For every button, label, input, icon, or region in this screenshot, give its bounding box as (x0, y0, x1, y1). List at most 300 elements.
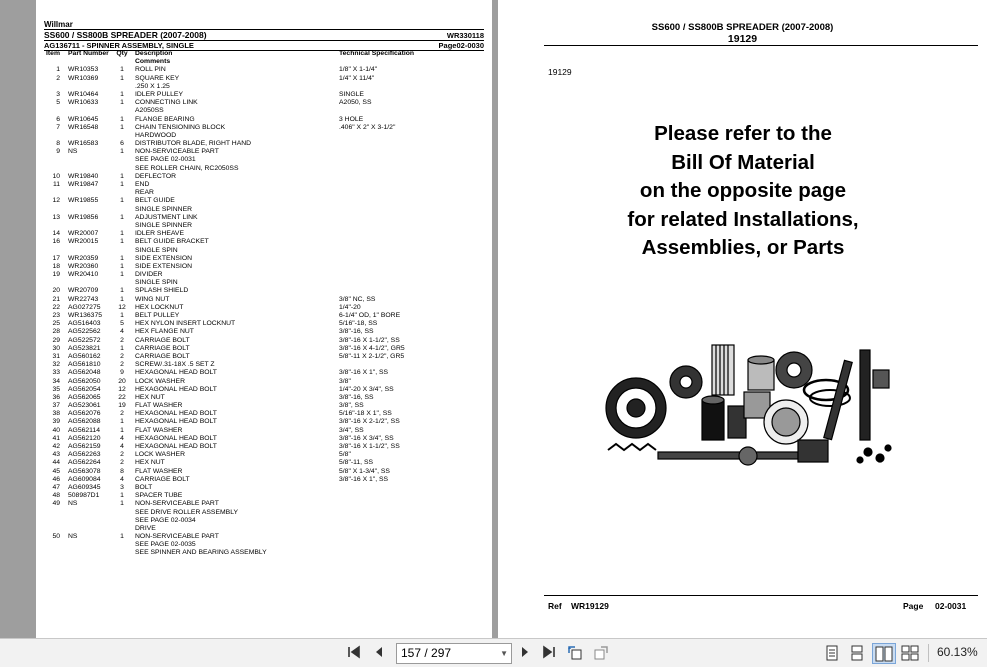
cell-quantity: 1 (120, 271, 124, 279)
table-row (44, 247, 484, 255)
cell-item-number: 18 (52, 262, 60, 270)
cell-technical-spec: 5/16"-18 X 1", SS (339, 410, 392, 418)
cell-item-number: 41 (52, 434, 60, 442)
table-row (44, 279, 484, 287)
cell-part-number: WR20410 (68, 271, 99, 279)
right-page-title: SS600 / SS800B SPREADER (2007-2008) (651, 22, 834, 33)
cell-part-number: AG562054 (68, 385, 101, 393)
cell-quantity: 1 (120, 238, 124, 246)
table-row (44, 140, 484, 148)
cell-quantity: 20 (118, 377, 126, 385)
cell-quantity: 2 (120, 361, 124, 369)
table-row (44, 230, 484, 238)
table-row (44, 312, 484, 320)
cell-quantity: 3 (120, 483, 124, 491)
cell-technical-spec: 1/4"-20 (339, 303, 361, 311)
cell-part-number: AG609345 (68, 483, 101, 491)
table-row (44, 238, 484, 246)
table-row (44, 509, 484, 517)
cell-description: SIDE EXTENSION (135, 262, 193, 270)
cell-technical-spec: 3/8"-16 X 1-1/2", SS (339, 443, 400, 450)
cell-description: SPACER TUBE (135, 492, 183, 500)
notice-line: Assemblies, or Parts (641, 236, 845, 259)
cell-quantity: 1 (120, 181, 124, 188)
cell-item-number: 5 (56, 99, 60, 107)
table-row (44, 107, 484, 115)
cell-item-number: 43 (52, 451, 60, 459)
cell-part-number: AG562088 (68, 418, 101, 426)
table-row (44, 517, 484, 525)
notice-line: Bill Of Material (671, 150, 815, 174)
footer-rule (544, 595, 978, 596)
cell-technical-spec: 3/8"-16, SS (339, 328, 374, 336)
cell-description: HEXAGONAL HEAD BOLT (135, 369, 217, 377)
table-row (44, 361, 484, 369)
cell-item-number: 3 (56, 90, 60, 98)
table-row (44, 165, 484, 173)
cell-part-number: AG563078 (68, 467, 101, 475)
cell-description: WING NUT (135, 295, 170, 303)
table-row (44, 66, 484, 74)
cell-description: SPLASH SHIELD (135, 287, 189, 295)
cell-description: HARDWOOD (135, 131, 177, 139)
cell-technical-spec: 1/4"-20 X 3/4", SS (339, 385, 394, 393)
cell-item-number: 7 (56, 123, 60, 131)
cell-part-number: WR10369 (68, 74, 99, 82)
cell-description: SEE SPINNER AND BEARING ASSEMBLY (135, 549, 267, 557)
table-row (44, 181, 484, 189)
table-row (44, 500, 484, 508)
viewer-toolbar (0, 638, 987, 667)
cell-part-number: AG562263 (68, 451, 101, 459)
cell-quantity: 2 (120, 451, 124, 459)
cell-item-number: 34 (52, 377, 60, 385)
cell-quantity: 2 (120, 336, 124, 344)
cell-description: LOCK WASHER (135, 377, 185, 385)
cell-part-number: AG522562 (68, 328, 101, 336)
cell-quantity: 4 (120, 475, 124, 483)
cell-description: CARRIAGE BOLT (135, 336, 190, 344)
table-row (44, 255, 484, 263)
cell-part-number: WR16548 (68, 123, 99, 131)
cell-description: ADJUSTMENT LINK (135, 213, 198, 221)
cell-quantity: 1 (120, 533, 124, 541)
header-rule (544, 45, 978, 46)
cell-quantity: 1 (120, 492, 124, 500)
rotate-forward-icon[interactable] (592, 645, 610, 661)
cell-technical-spec: 5/8"-11 X 2-1/2", GR5 (339, 352, 405, 360)
cell-quantity: 19 (118, 402, 126, 410)
cell-description: CONNECTING LINK (135, 99, 198, 107)
cell-part-number: WR10645 (68, 115, 99, 123)
cell-technical-spec: A2050, SS (339, 99, 372, 107)
table-row (44, 533, 484, 541)
brand-name: Willmar (44, 20, 73, 29)
cell-quantity: 1 (120, 500, 124, 508)
column-header-part-number: Part Number (68, 50, 109, 57)
table-row (44, 468, 484, 476)
page-left (36, 0, 492, 638)
cell-item-number: 23 (52, 312, 60, 319)
reference-number: 19129 (548, 67, 572, 77)
table-row (44, 337, 484, 345)
cell-quantity: 2 (120, 459, 124, 467)
table-body (44, 66, 484, 557)
cell-item-number: 16 (52, 238, 60, 246)
cell-item-number: 39 (52, 418, 60, 426)
cell-item-number: 29 (52, 336, 60, 344)
cell-item-number: 8 (56, 140, 60, 148)
cell-item-number: 14 (52, 230, 60, 238)
column-header-item: Item (46, 50, 60, 57)
cell-part-number: WR19840 (68, 172, 99, 180)
cell-quantity: 12 (118, 385, 126, 393)
cell-item-number: 48 (52, 492, 60, 500)
table-row (44, 369, 484, 377)
page-ref: Page02-0030 (438, 41, 484, 50)
cell-part-number: WR136375 (68, 312, 103, 319)
cell-item-number: 11 (52, 181, 60, 188)
cell-description: BELT GUIDE BRACKET (135, 238, 209, 246)
cell-description: SEE ROLLER CHAIN, RC2050SS (135, 164, 239, 172)
column-header-description: Description (135, 50, 173, 57)
table-row (44, 296, 484, 304)
cell-technical-spec: 3 HOLE (339, 115, 364, 123)
right-page-subtitle: 19129 (727, 33, 758, 45)
cell-item-number: 22 (52, 303, 60, 311)
table-row (44, 197, 484, 205)
cell-item-number: 20 (52, 287, 60, 295)
table-row (44, 435, 484, 443)
table-row (44, 320, 484, 328)
cell-part-number: AG562050 (68, 377, 101, 385)
cell-part-number: AG562048 (68, 369, 101, 377)
column-header-spec: Technical Specification (339, 50, 415, 57)
cell-part-number: AG562120 (68, 434, 101, 442)
table-row (44, 271, 484, 279)
table-row (44, 328, 484, 336)
cell-part-number: WR20360 (68, 262, 99, 270)
cell-description: NON-SERVICEABLE PART (135, 148, 219, 156)
cell-technical-spec: 6-1/4" OD, 1" BORE (339, 312, 401, 319)
cell-technical-spec: SINGLE (339, 90, 364, 98)
table-row (44, 148, 484, 156)
cell-quantity: 1 (120, 197, 124, 205)
cell-quantity: 5 (120, 320, 124, 328)
cell-quantity: 1 (120, 312, 124, 319)
cell-item-number: 12 (52, 197, 60, 205)
cell-item-number: 44 (52, 459, 60, 467)
cell-description: DRIVE (135, 524, 156, 532)
cell-description: NON-SERVICEABLE PART (135, 533, 219, 541)
cell-quantity: 1 (120, 99, 124, 107)
cell-quantity: 1 (120, 262, 124, 270)
cell-quantity: 4 (120, 443, 124, 450)
cell-description: HEX FLANGE NUT (135, 328, 194, 336)
cell-description: SIDE EXTENSION (135, 254, 193, 262)
cell-item-number: 25 (52, 320, 60, 328)
table-row (44, 222, 484, 230)
cell-quantity: 1 (120, 418, 124, 426)
cell-quantity: 1 (120, 426, 124, 434)
cell-description: SEE PAGE 02-0035 (135, 541, 196, 549)
cell-part-number: NS (68, 533, 78, 541)
chevron-down-icon[interactable]: ▼ (500, 649, 508, 658)
cell-item-number: 6 (56, 115, 60, 123)
table-row (44, 418, 484, 426)
table-row (44, 378, 484, 386)
cell-description: HEXAGONAL HEAD BOLT (135, 434, 217, 442)
table-row (44, 287, 484, 295)
table-row (44, 386, 484, 394)
cell-description: BOLT (135, 483, 153, 491)
table-row (44, 116, 484, 124)
cell-part-number: AG562065 (68, 393, 101, 401)
refer-notice (598, 120, 888, 263)
cell-description: SINGLE SPIN (135, 279, 178, 287)
cell-part-number: 508987D1 (68, 492, 100, 500)
cell-part-number: WR22743 (68, 295, 99, 303)
cell-item-number: 33 (52, 369, 60, 377)
cell-description: SQUARE KEY (135, 74, 180, 82)
table-header-comments (44, 58, 484, 66)
cell-quantity: 6 (120, 140, 124, 148)
cell-description: CHAIN TENSIONING BLOCK (135, 123, 226, 131)
cell-part-number: WR19855 (68, 197, 99, 205)
table-row (44, 402, 484, 410)
table-row (44, 75, 484, 83)
cell-description: DISTRIBUTOR BLADE, RIGHT HAND (135, 140, 252, 148)
cell-part-number: AG561810 (68, 361, 101, 369)
cell-quantity: 1 (120, 66, 124, 74)
cell-description: IDLER SHEAVE (135, 230, 184, 238)
continuous-view-icon[interactable] (849, 645, 865, 661)
last-page-icon[interactable] (540, 645, 558, 661)
cell-description: HEX NUT (135, 459, 165, 467)
table-row (44, 132, 484, 140)
cell-item-number: 35 (52, 385, 60, 393)
cell-part-number: NS (68, 148, 78, 156)
cell-item-number: 49 (52, 500, 60, 508)
first-page-icon[interactable] (345, 645, 363, 661)
notice-line: on the opposite page (639, 179, 847, 202)
table-row (44, 206, 484, 214)
cell-description: SEE PAGE 02-0031 (135, 156, 196, 164)
page-number-input[interactable] (396, 643, 512, 664)
cell-description: BELT GUIDE (135, 197, 175, 205)
cell-item-number: 31 (52, 352, 60, 360)
cell-part-number: WR20007 (68, 230, 99, 238)
table-row (44, 214, 484, 222)
cell-part-number: WR19847 (68, 181, 99, 188)
assembly-title: AG136711 - SPINNER ASSEMBLY, SINGLE (44, 41, 194, 50)
cell-part-number: AG523821 (68, 344, 101, 352)
cell-part-number: AG522572 (68, 336, 101, 344)
cell-part-number: WR20359 (68, 254, 99, 262)
cell-description: FLAT WASHER (135, 426, 183, 434)
cell-item-number: 46 (52, 475, 60, 483)
page-right (498, 0, 987, 638)
table-row (44, 484, 484, 492)
cell-description: CARRIAGE BOLT (135, 344, 190, 352)
column-header-comments: Comments (135, 58, 171, 66)
cell-quantity: 9 (120, 369, 124, 377)
cell-item-number: 1 (56, 66, 60, 74)
cell-item-number: 10 (52, 172, 60, 180)
table-header (44, 50, 484, 58)
cell-description: HEXAGONAL HEAD BOLT (135, 410, 217, 418)
cell-description: IDLER PULLEY (135, 90, 183, 98)
cell-description: HEXAGONAL HEAD BOLT (135, 443, 217, 450)
table-row (44, 525, 484, 533)
table-row (44, 427, 484, 435)
cell-technical-spec: 5/8" X 1-3/4", SS (339, 467, 390, 475)
previous-page-icon[interactable] (370, 645, 388, 661)
cell-description: SCREW/.31-18X .5 SET Z (135, 361, 215, 369)
two-page-view-icon[interactable] (872, 643, 896, 664)
table-row (44, 451, 484, 459)
table-row (44, 549, 484, 557)
cell-part-number: AG562114 (68, 426, 100, 434)
table-row (44, 394, 484, 402)
cell-description: ROLL PIN (135, 66, 166, 74)
cell-technical-spec: 3/8"-16 X 1-1/2", SS (339, 336, 400, 344)
cell-part-number: WR10464 (68, 90, 99, 98)
table-row (44, 459, 484, 467)
cell-part-number: WR10353 (68, 66, 99, 74)
cell-item-number: 2 (56, 74, 60, 82)
cell-quantity: 22 (118, 393, 126, 401)
cell-quantity: 2 (120, 410, 124, 418)
cell-technical-spec: 3/8"-16 X 3/4", SS (339, 434, 394, 442)
footer-ref-value: WR19129 (571, 601, 609, 611)
cell-technical-spec: 3/8", SS (339, 402, 364, 410)
table-row (44, 173, 484, 181)
cell-item-number: 50 (52, 533, 60, 541)
cell-part-number: AG516403 (68, 320, 101, 328)
two-page-continuous-icon[interactable] (900, 645, 920, 661)
cell-item-number: 45 (52, 467, 60, 475)
cell-item-number: 40 (52, 426, 60, 434)
parts-illustration (598, 340, 898, 490)
cell-part-number: WR10633 (68, 99, 99, 107)
cell-item-number: 38 (52, 410, 60, 418)
table-row (44, 124, 484, 132)
rotate-back-icon[interactable] (566, 645, 584, 661)
page-indicator: 157 / 297 (401, 646, 452, 660)
cell-technical-spec: .406" X 2" X 3-1/2" (339, 123, 396, 131)
cell-description: FLAT WASHER (135, 402, 183, 410)
next-page-icon[interactable] (516, 645, 534, 661)
table-row (44, 353, 484, 361)
table-row (44, 99, 484, 107)
cell-item-number: 32 (52, 361, 60, 369)
table-row (44, 443, 484, 451)
cell-part-number: AG027275 (68, 303, 101, 311)
cell-description: FLANGE BEARING (135, 115, 195, 123)
cell-item-number: 13 (52, 213, 60, 221)
cell-description: SINGLE SPINNER (135, 221, 193, 229)
cell-description: BELT PULLEY (135, 312, 180, 319)
cell-item-number: 30 (52, 344, 60, 352)
cell-quantity: 12 (118, 303, 126, 311)
cell-item-number: 19 (52, 271, 60, 279)
cell-part-number: WR20709 (68, 287, 99, 295)
table-row (44, 541, 484, 549)
cell-part-number: AG562076 (68, 410, 101, 418)
table-row (44, 304, 484, 312)
cell-description: SEE PAGE 02-0034 (135, 516, 196, 524)
table-row (44, 156, 484, 164)
cell-quantity: 1 (120, 295, 124, 303)
cell-quantity: 1 (120, 344, 124, 352)
cell-part-number: AG609084 (68, 475, 101, 483)
cell-item-number: 42 (52, 443, 60, 450)
cell-quantity: 1 (120, 254, 124, 262)
doc-number: WR330118 (446, 31, 484, 40)
cell-technical-spec: 5/8" (339, 451, 351, 459)
cell-quantity: 1 (120, 172, 124, 180)
cell-quantity: 1 (120, 230, 124, 238)
notice-line: Please refer to the (654, 122, 832, 145)
zoom-level[interactable]: 60.13% (937, 645, 978, 659)
cell-quantity: 4 (120, 434, 124, 442)
bill-of-material-table (44, 50, 484, 558)
cell-description: HEXAGONAL HEAD BOLT (135, 385, 217, 393)
cell-description: LOCK WASHER (135, 451, 185, 459)
table-row (44, 492, 484, 500)
cell-description: NON-SERVICEABLE PART (135, 500, 219, 508)
cell-description: END (135, 181, 150, 188)
cell-technical-spec: 3/8" (339, 377, 351, 385)
toolbar-divider (928, 644, 929, 662)
cell-technical-spec: 3/8"-16 X 2-1/2", SS (339, 418, 400, 426)
cell-item-number: 9 (56, 148, 60, 156)
cell-part-number: WR20015 (68, 238, 99, 246)
table-row (44, 91, 484, 99)
cell-item-number: 47 (52, 483, 60, 491)
cell-part-number: NS (68, 500, 78, 508)
model-title: SS600 / SS800B SPREADER (2007-2008) (44, 30, 207, 40)
cell-technical-spec: 1/8" X 1-1/4" (339, 66, 378, 74)
cell-quantity: 4 (120, 328, 124, 336)
cell-part-number: AG562159 (68, 443, 101, 450)
footer-page-label: Page (903, 601, 924, 611)
cell-technical-spec: 3/8"-16, SS (339, 393, 374, 401)
cell-technical-spec: 3/8" NC, SS (339, 295, 376, 303)
cell-description: DIVIDER (135, 271, 163, 279)
cell-technical-spec: 5/8"-11, SS (339, 459, 374, 467)
cell-item-number: 37 (52, 402, 60, 410)
cell-quantity: 1 (120, 90, 124, 98)
cell-part-number: AG523061 (68, 402, 101, 410)
cell-technical-spec: 3/4", SS (339, 426, 364, 434)
cell-technical-spec: 3/8"-16 X 1", SS (339, 369, 389, 377)
cell-part-number: WR19856 (68, 213, 99, 221)
cell-description: CARRIAGE BOLT (135, 475, 190, 483)
cell-description: DEFLECTOR (135, 172, 177, 180)
cell-description: .250 X 1.25 (135, 82, 170, 90)
cell-description: A2050SS (135, 107, 164, 115)
cell-item-number: 36 (52, 393, 60, 401)
cell-item-number: 28 (52, 328, 60, 336)
single-page-view-icon[interactable] (824, 645, 840, 661)
cell-description: HEXAGONAL HEAD BOLT (135, 418, 217, 426)
cell-quantity: 1 (120, 213, 124, 221)
cell-description: FLAT WASHER (135, 467, 183, 475)
cell-description: HEX NYLON INSERT LOCKNUT (135, 320, 236, 328)
footer-page-value: 02-0031 (935, 601, 967, 611)
